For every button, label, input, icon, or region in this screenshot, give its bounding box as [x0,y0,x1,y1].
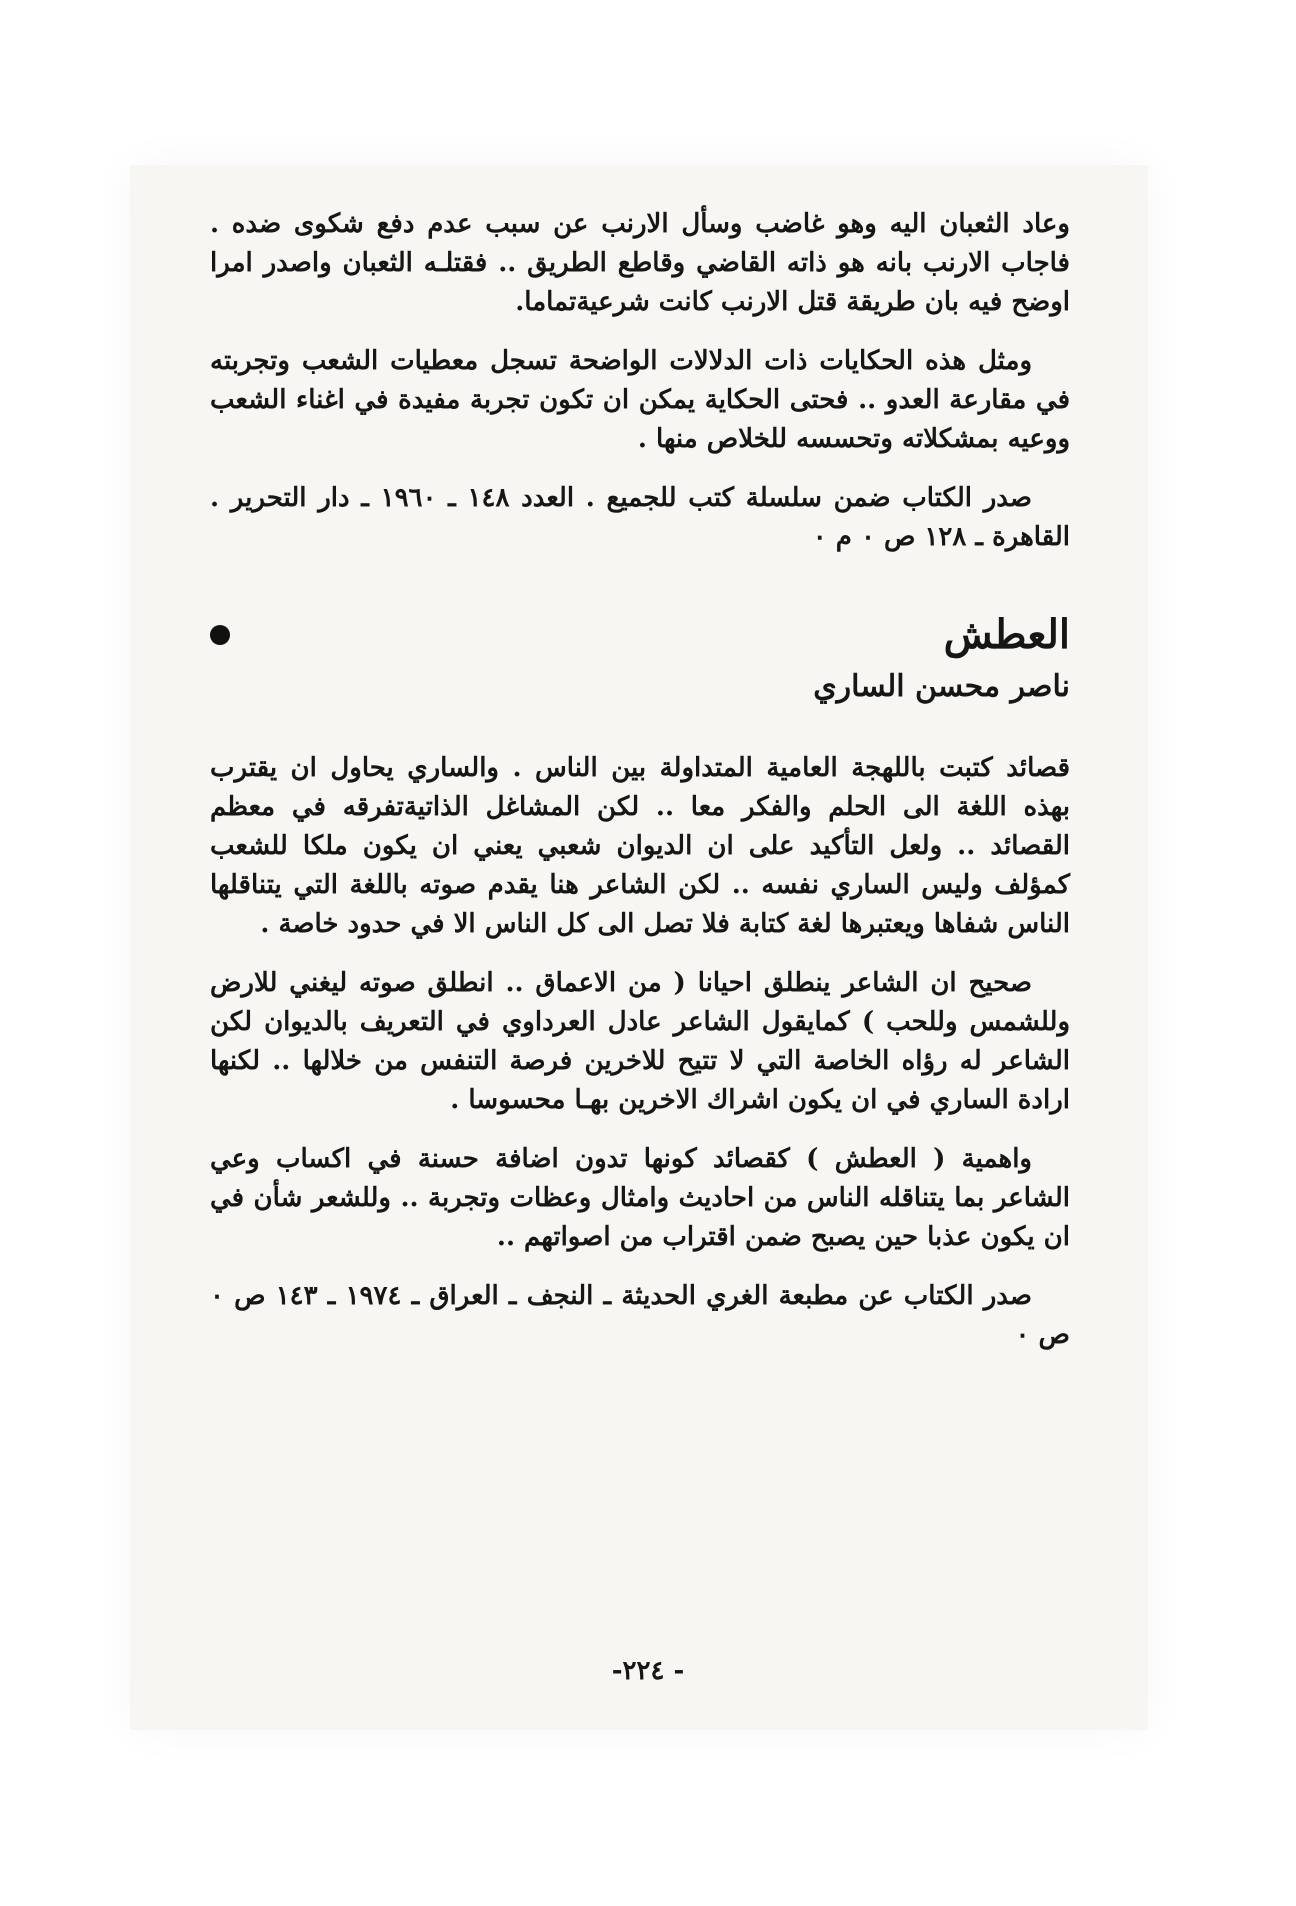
section-heading [210,609,1070,661]
paragraph-7: صدر الكتاب عن مطبعة الغري الحديثة ـ النجف ـ العراق ـ ١٩٧٤ ـ ١٤٣ ص ٠ ص ٠ [210,1281,1070,1350]
paragraph-5: صحيح ان الشاعر ينطلق احيانا ( من الاعماق .. انطلق صوته ليغني للارض وللشمس وللحب ) كمايقول الشاعر عادل العرداوي في التعريف بالديوان لكن الشاعر له رؤاه الخاصة التي لا تتيح للاخرين فرصة التنفس من خلالها .. لكنها ارادة الساري في ان يكون اشراك الاخرين بهـا محسوسا . [210,968,1070,1115]
paragraph-6: واهمية ( العطش ) كقصائد كونها تدون اضافة حسنة في اكساب وعي الشاعر بما يتناقله الناس من احاديث وامثال وعظات وتجربة .. وللشعر شأن في ان يكون عذبا حين يصبح ضمن اقتراب من اصواتهم .. [210,1144,1070,1252]
section-author: ناصر محسن الساري [813,669,1070,704]
paragraph-4: قصائد كتبت باللهجة العامية المتداولة بين الناس . والساري يحاول ان يقترب بهذه اللغة الى الحلم والفكر معا .. لكن المشاغل الذاتيةتفرقه في معظم القصائد .. ولعل التأكيد على ان الديوان شعبي يعني ان يكون ملكا للشعب كمؤلف وليس الساري نفسه .. لكن الشاعر هنا يقدم صوته باللغة التي يتناقلها الناس شفاها ويعتبرها لغة كتابة فلا تصل الى كل الناس الا في حدود خاصة . [210,753,1070,939]
page-number: - ٢٢٤- [611,1656,685,1686]
paragraph-1: وعاد الثعبان اليه وهو غاضب وسأل الارنب عن سبب عدم دفع شكوى ضده . فاجاب الارنب بانه هو ذاته القاضي وقاطع الطريق .. فقتلـه الثعبان واصدر امرا اوضح فيه بان طريقة قتل الارنب كانت شرعيةتماما. [210,209,1070,317]
paragraph-2: ومثل هذه الحكايات ذات الدلالات الواضحة تسجل معطيات الشعب وتجربته في مقارعة العدو .. فحتى الحكاية يمكن ان تكون تجربة مفيدة في اغناء الشعب ووعيه بمشكلاته وتحسسه للخلاص منها . [210,346,1070,454]
bullet-icon [210,625,230,645]
page-content [210,205,1070,1375]
section-title: العطش [943,611,1070,658]
paragraph-3: صدر الكتاب ضمن سلسلة كتب للجميع . العدد ١٤٨ ـ ١٩٦٠ ـ دار التحرير . القاهرة ـ ١٢٨ ص ٠ م ٠ [210,483,1070,552]
